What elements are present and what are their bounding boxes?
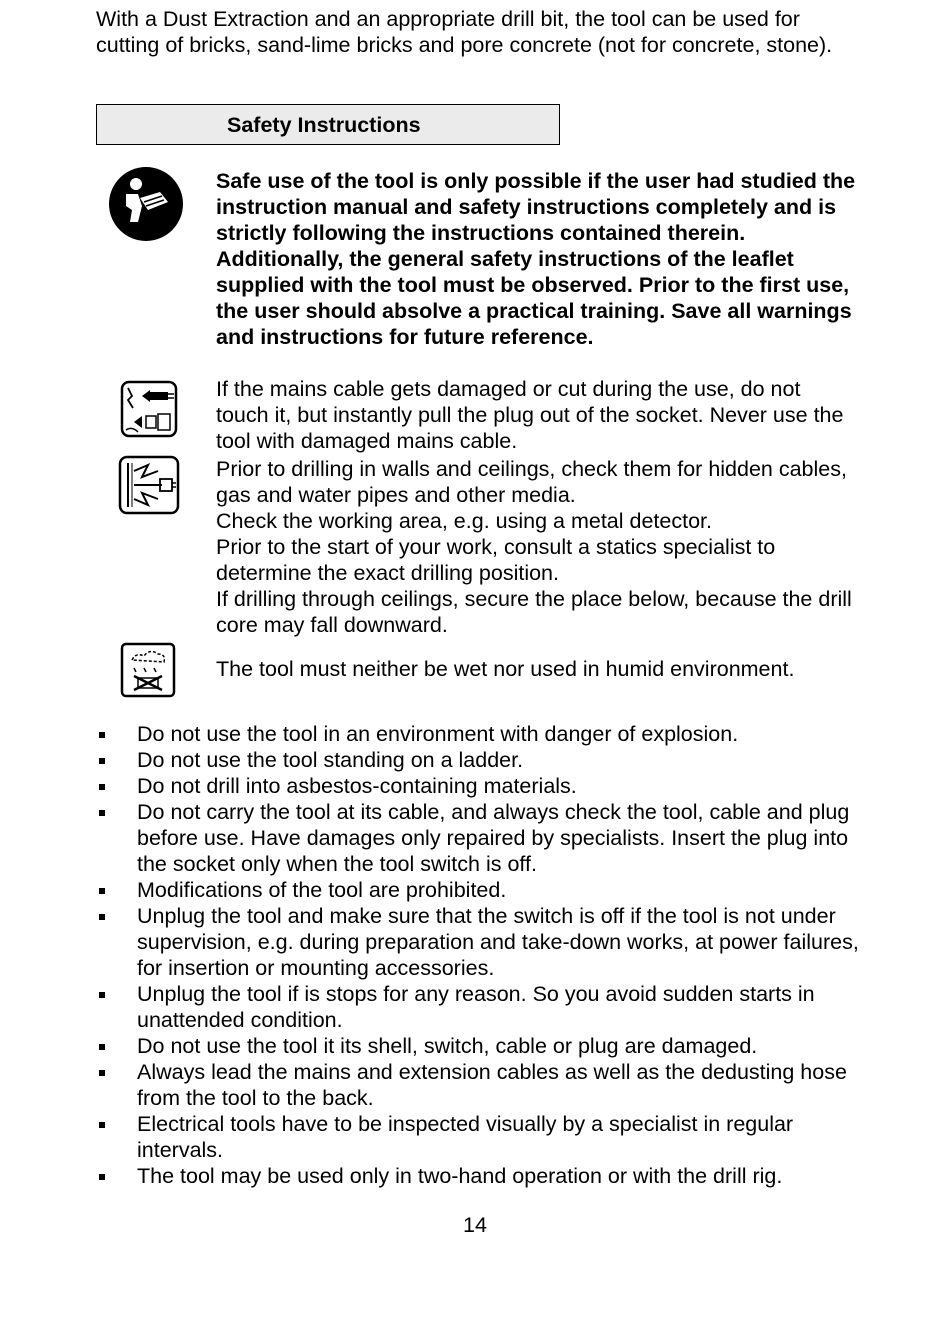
- list-item: Do not drill into asbestos-containing materials.: [96, 773, 866, 799]
- safety-instructions-heading: [96, 104, 560, 145]
- list-item: Modifications of the tool are prohibited.: [96, 877, 866, 903]
- list-item: Unplug the tool and make sure that the switch is off if the tool is not under supervision, e.g. during preparation and take-down works, at power failures, for insertion or mounting accessories.: [96, 903, 866, 981]
- list-item: Do not use the tool standing on a ladder.: [96, 747, 866, 773]
- bullet-marker: [99, 1174, 105, 1180]
- bullet-marker: [99, 784, 105, 790]
- drilling-walls-block: [216, 456, 856, 638]
- bullet-marker: [99, 758, 105, 764]
- section-heading-label: Safety Instructions: [227, 113, 421, 137]
- unplug-damaged-cable-icon: [120, 380, 178, 438]
- list-item: Always lead the mains and extension cables as well as the dedusting hose from the tool to the back.: [96, 1059, 866, 1111]
- bullet-marker: [99, 914, 105, 920]
- bullet-marker: [99, 1122, 105, 1128]
- list-item: Unplug the tool if is stops for any reason. So you avoid sudden starts in unattended condition.: [96, 981, 866, 1033]
- ceiling-drilling-text: If drilling through ceilings, secure the place below, because the drill core may fall downward.: [216, 587, 852, 637]
- list-item: Do not use the tool in an environment with danger of explosion.: [96, 721, 866, 747]
- safety-bullet-list: [96, 721, 866, 1189]
- hidden-media-text: Prior to drilling in walls and ceilings, check them for hidden cables, gas and water pipes and other media.: [216, 457, 847, 507]
- intro-paragraph: With a Dust Extraction and an appropriate drill bit, the tool can be used for cutting of bricks, sand-lime bricks and pore concrete (not for concrete, stone).: [96, 7, 833, 57]
- list-item: The tool may be used only in two-hand operation or with the drill rig.: [96, 1163, 866, 1189]
- manual-instruction-text: Safe use of the tool is only possible if the user had studied the instruction manual and safety instructions completely and is strictly following the instructions contained therein. Additionally, the general safety instructions of the leaflet supplied with the tool must be observed. Prior to the first use, the user should absolve a practical training. Save all warnings and instructions for future reference.: [216, 169, 856, 349]
- humid-environment-text: The tool must neither be wet nor used in humid environment.: [216, 657, 795, 681]
- list-item: Do not carry the tool at its cable, and always check the tool, cable and plug before use. Have damages only repaired by specialists. Insert the plug into the socket only when the tool switch is off.: [96, 799, 866, 877]
- metal-detector-text: Check the working area, e.g. using a metal detector.: [216, 509, 712, 533]
- bullet-marker: [99, 888, 105, 894]
- bullet-marker: [99, 992, 105, 998]
- no-wet-environment-icon: [120, 642, 176, 698]
- list-item: Do not use the tool it its shell, switch, cable or plug are damaged.: [96, 1033, 866, 1059]
- read-manual-icon: [108, 166, 184, 242]
- damaged-cable-text: If the mains cable gets damaged or cut during the use, do not touch it, but instantly pull the plug out of the socket. Never use the tool with damaged mains cable.: [216, 377, 844, 453]
- hidden-cables-warning-icon: [118, 455, 180, 515]
- page-number: 14: [463, 1213, 487, 1237]
- bullet-marker: [99, 1070, 105, 1076]
- list-item: Electrical tools have to be inspected visually by a specialist in regular intervals.: [96, 1111, 866, 1163]
- bullet-marker: [99, 732, 105, 738]
- statics-specialist-text: Prior to the start of your work, consult a statics specialist to determine the exact drilling position.: [216, 535, 776, 585]
- bullet-marker: [99, 1044, 105, 1050]
- bullet-marker: [99, 810, 105, 816]
